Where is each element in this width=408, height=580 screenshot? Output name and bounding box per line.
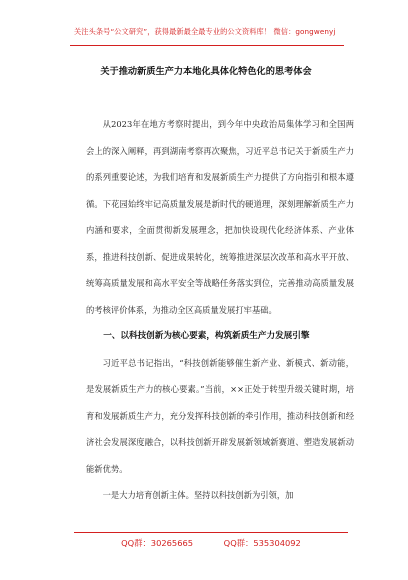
paragraph-point-1: 一是大力培育创新主体。坚持以科技创新为引领，加 bbox=[102, 490, 294, 500]
footer-qq-group-1: QQ群：30265665 bbox=[121, 538, 194, 548]
document-body bbox=[86, 111, 354, 509]
header-divider bbox=[70, 45, 344, 46]
header-promo: 关注头条号“公文研究”，获得最新最全最专业的公文资料库！ 微信：gongwenyj bbox=[74, 27, 336, 36]
section-heading-1: 一、以科技创新为核心要素，构筑新质生产力发展引擎 bbox=[103, 331, 310, 341]
paragraph-quote: 习近平总书记指出，“科技创新能够催生新产业、新模式、新动能，是发展新质生产力的核心要素。”当前，××正处于转型升级关键时期，培育和发展新质生产力，充分发挥科技创新的牵引作用，推动科技创新和经济社会发展深度融合，以科技创新开辟发展新领域新赛道、塑造发展新动能新优势。 bbox=[86, 357, 354, 474]
paragraph-intro: 从2023年在地方考察时提出，到今年中央政治局集体学习和全国两会上的深入阐释，再到湖南考察再次聚焦，习近平总书记关于新质生产力的系列重要论述，为我们培育和发展新质生产力提供了方向指引和根本遵循。下花园始终牢记高质量发展是新时代的硬道理，深刻理解新质生产力内涵和要求，全面贯彻新发展理念，把加快设现代化经济体系、产业体系，推进科技创新、促进成果转化，统筹推进深层次改革和高水平开放、统筹高质量发展和高水平安全等战略任务落实到位，完善推动高质量发展的考核评价体系，为推动全区高质量发展打牢基础。 bbox=[86, 119, 354, 315]
footer bbox=[74, 537, 348, 549]
footer-divider bbox=[74, 532, 348, 533]
footer-qq-group-2: QQ群：535304092 bbox=[223, 538, 301, 548]
page-title: 关于推动新质生产力本地化具体化特色化的思考体会 bbox=[100, 66, 312, 77]
